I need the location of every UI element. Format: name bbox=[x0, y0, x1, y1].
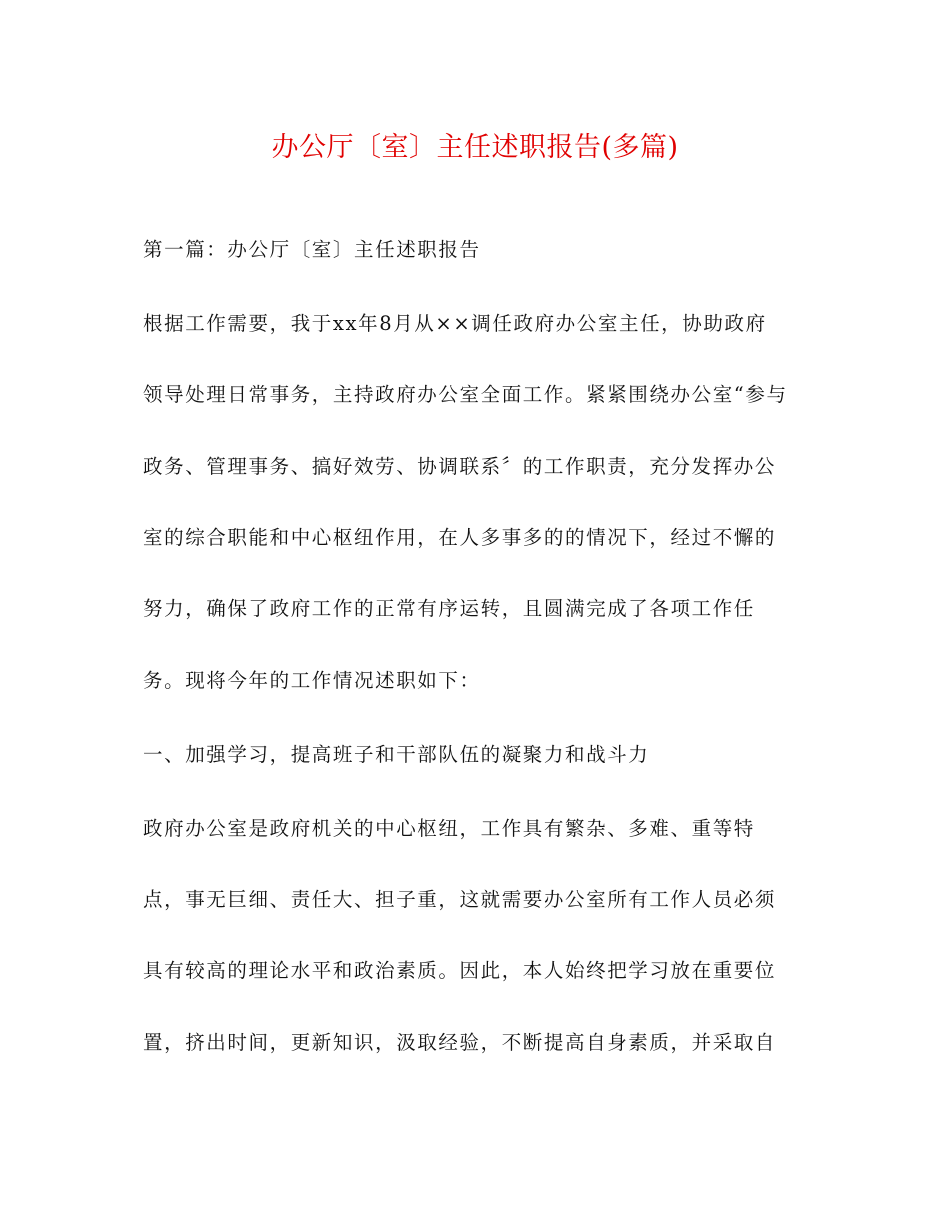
body-line: 置，挤出时间，更新知识，汲取经验，不断提高自身素质，并采取自 bbox=[143, 1031, 777, 1054]
document-title: 办公厅〔室〕主任述职报告(多篇) bbox=[271, 132, 679, 163]
body-line: 努力，确保了政府工作的正常有序运转，且圆满完成了各项工作任 bbox=[143, 597, 755, 620]
subheading-1: 一、加强学习，提高班子和干部队伍的凝聚力和战斗力 bbox=[143, 743, 650, 766]
body-line: 领导处理日常事务，主持政府办公室全面工作。紧紧围绕办公室“参与 bbox=[143, 383, 788, 406]
body-line: 具有较高的理论水平和政治素质。因此，本人始终把学习放在重要位 bbox=[143, 959, 777, 982]
body-line: 政府办公室是政府机关的中心枢纽，工作具有繁杂、多难、重等特 bbox=[143, 817, 755, 840]
body-line: 室的综合职能和中心枢纽作用，在人多事多的的情况下，经过不懈的 bbox=[143, 526, 777, 549]
body-line: 政务、管理事务、搞好效劳、协调联系〞的工作职责，充分发挥办公 bbox=[143, 455, 777, 478]
section-heading-1: 第一篇：办公厅〔室〕主任述职报告 bbox=[143, 238, 481, 261]
body-line: 点，事无巨细、责任大、担子重，这就需要办公室所有工作人员必须 bbox=[143, 888, 777, 911]
body-line: 根据工作需要，我于xx年8月从××调任政府办公室主任，协助政府 bbox=[143, 312, 767, 335]
body-line: 务。现将今年的工作情况述职如下： bbox=[143, 669, 481, 692]
